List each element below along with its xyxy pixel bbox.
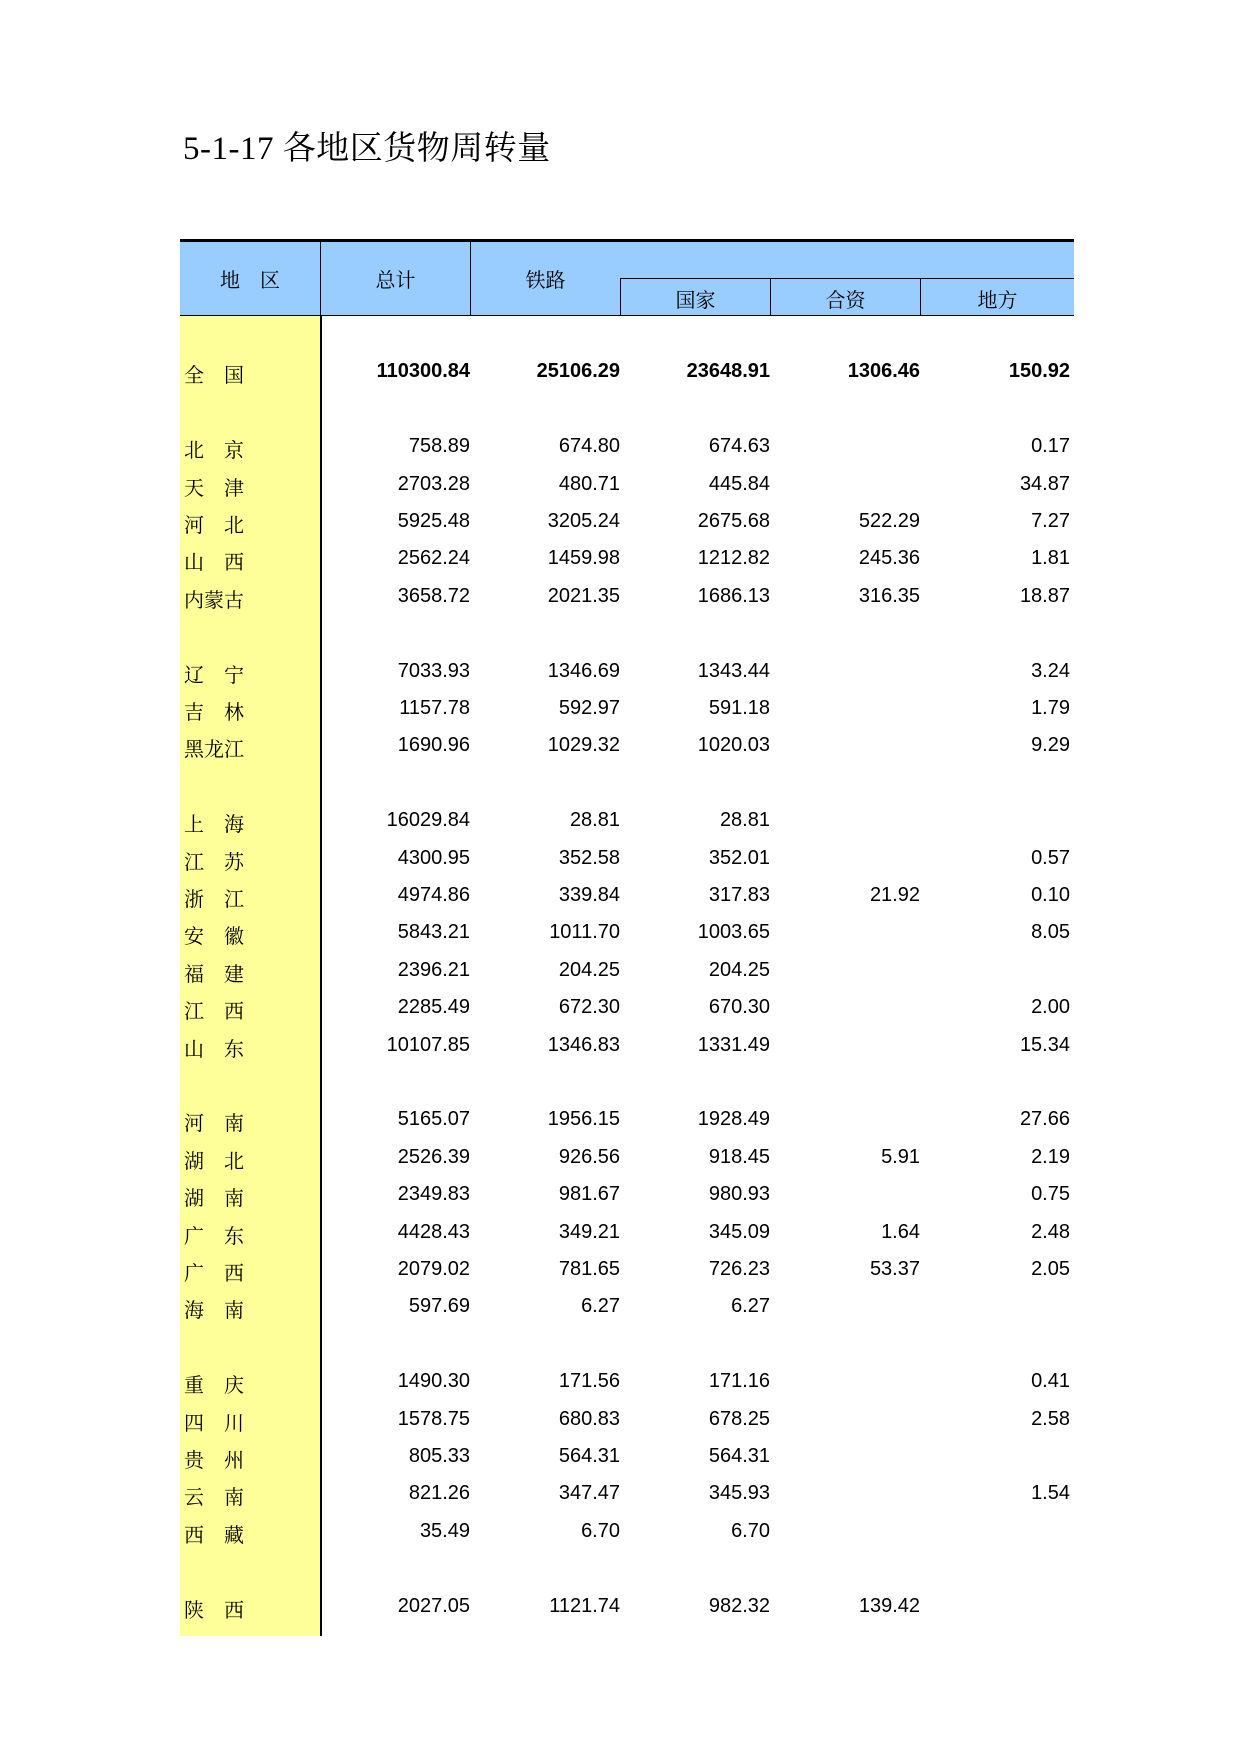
cell-local: 0.17: [1031, 435, 1070, 458]
page-title: 5-1-17 各地区货物周转量: [183, 131, 551, 167]
cell-rail: 564.31: [558, 1445, 620, 1467]
cell-total: 2349.83: [397, 1183, 470, 1206]
cell-joint: 522.29: [858, 510, 920, 532]
cell-joint: 21.92: [869, 884, 920, 906]
cell-state: 1020.03: [697, 734, 770, 757]
cell-state: 1928.49: [697, 1108, 770, 1131]
cell-rail: 171.56: [558, 1370, 620, 1393]
cell-local: 9.29: [1031, 734, 1070, 757]
region-name: 四 川: [184, 1410, 244, 1435]
cell-local: 8.05: [1031, 921, 1070, 944]
cell-state: 1343.44: [697, 659, 770, 682]
table-row: [180, 428, 1074, 465]
region-name: 吉 林: [184, 700, 244, 724]
table-row: [180, 1101, 1074, 1138]
cell-total: 7033.93: [397, 659, 470, 682]
cell-rail: 1459.98: [547, 547, 620, 570]
cell-rail: 25106.29: [536, 360, 620, 383]
cell-state: 2675.68: [697, 510, 770, 532]
table-row: [180, 1027, 1074, 1064]
cell-total: 4974.86: [397, 884, 470, 906]
cell-rail: 1956.15: [547, 1108, 620, 1131]
cell-rail: 926.56: [558, 1145, 620, 1168]
cell-state: 352.01: [708, 846, 770, 869]
cell-total: 2396.21: [397, 958, 470, 981]
table-header: [180, 239, 1074, 316]
region-name: 陕 西: [184, 1597, 244, 1622]
cell-total: 2079.02: [397, 1258, 470, 1280]
cell-state: 726.23: [708, 1258, 770, 1280]
cell-rail: 6.27: [581, 1295, 620, 1318]
cell-total: 597.69: [408, 1295, 470, 1318]
cell-local: 2.58: [1031, 1407, 1070, 1430]
cell-total: 16029.84: [386, 809, 470, 832]
cell-rail: 1346.83: [547, 1033, 620, 1056]
table-row: [180, 1288, 1074, 1325]
cell-state: 23648.91: [686, 360, 770, 383]
table-row: [180, 1139, 1074, 1176]
table-row: [180, 690, 1074, 727]
cell-local: 150.92: [1008, 360, 1070, 383]
cell-state: 982.32: [708, 1594, 770, 1617]
region-name: 河 北: [184, 513, 244, 537]
cell-rail: 347.47: [558, 1482, 620, 1505]
table-row: [180, 1401, 1074, 1438]
region-name: 江 苏: [184, 849, 244, 874]
header-total: 总计: [375, 268, 416, 292]
table-row: [180, 1363, 1074, 1400]
cell-local: 2.48: [1031, 1220, 1070, 1243]
table-row: [180, 1438, 1074, 1475]
region-name: 安 徽: [184, 924, 244, 949]
cell-joint: 139.42: [858, 1594, 920, 1617]
cell-rail: 1346.69: [547, 659, 620, 682]
cell-rail: 1029.32: [547, 734, 620, 757]
region-name: 上 海: [184, 812, 244, 837]
cell-local: 2.19: [1031, 1145, 1070, 1168]
cell-state: 317.83: [708, 884, 770, 906]
cell-state: 6.70: [731, 1519, 770, 1542]
region-name: 广 西: [184, 1261, 244, 1285]
cell-rail: 480.71: [558, 472, 620, 495]
header-local: 地方: [977, 288, 1018, 312]
table-row: [180, 653, 1074, 690]
cell-total: 2027.05: [397, 1594, 470, 1617]
cell-state: 674.63: [708, 435, 770, 458]
cell-total: 821.26: [408, 1482, 470, 1505]
cell-total: 5925.48: [397, 510, 470, 532]
table-row: [180, 989, 1074, 1026]
table-row: [180, 578, 1074, 615]
cell-joint: 5.91: [881, 1145, 920, 1168]
region-name: 广 东: [184, 1223, 244, 1248]
region-name: 海 南: [184, 1298, 244, 1323]
cell-local: 3.24: [1031, 659, 1070, 682]
region-name: 贵 州: [184, 1448, 244, 1472]
region-name: 浙 江: [184, 887, 244, 911]
freight-table: [180, 239, 1074, 1622]
region-name: 重 庆: [184, 1373, 244, 1398]
cell-rail: 674.80: [558, 435, 620, 458]
header-railway: 铁路: [525, 267, 566, 292]
cell-local: 34.87: [1019, 472, 1070, 495]
cell-total: 2285.49: [397, 996, 470, 1019]
table-row: [180, 840, 1074, 877]
cell-state: 678.25: [708, 1407, 770, 1430]
cell-local: 0.10: [1031, 884, 1070, 906]
cell-rail: 3205.24: [547, 510, 620, 532]
cell-state: 1003.65: [697, 921, 770, 944]
cell-rail: 204.25: [558, 958, 620, 981]
cell-local: 27.66: [1019, 1108, 1070, 1131]
cell-state: 564.31: [708, 1445, 770, 1467]
cell-local: 18.87: [1019, 584, 1070, 607]
cell-state: 345.93: [708, 1482, 770, 1505]
region-name: 北 京: [184, 438, 244, 463]
cell-state: 28.81: [719, 809, 770, 832]
table-row: [180, 1588, 1074, 1625]
cell-total: 2703.28: [397, 472, 470, 495]
header-region: 地 区: [220, 268, 280, 292]
table-row: [180, 1513, 1074, 1550]
cell-joint: 1.64: [881, 1220, 920, 1243]
cell-total: 110300.84: [376, 360, 470, 383]
table-row: [180, 727, 1074, 764]
cell-rail: 680.83: [558, 1407, 620, 1430]
cell-state: 1212.82: [697, 547, 770, 570]
cell-local: 2.05: [1031, 1258, 1070, 1280]
cell-total: 4428.43: [397, 1220, 470, 1243]
cell-rail: 672.30: [558, 996, 620, 1019]
cell-local: 0.41: [1031, 1370, 1070, 1393]
cell-state: 670.30: [708, 996, 770, 1019]
cell-state: 591.18: [708, 697, 770, 719]
region-name: 全 国: [184, 363, 244, 388]
cell-rail: 1011.70: [549, 921, 620, 944]
cell-rail: 1121.74: [549, 1594, 620, 1617]
cell-total: 2562.24: [397, 547, 470, 570]
cell-joint: 1306.46: [847, 360, 920, 383]
cell-total: 10107.85: [386, 1033, 470, 1056]
header-joint: 合资: [825, 288, 866, 312]
region-name: 江 西: [184, 999, 244, 1024]
table-row: [180, 952, 1074, 989]
table-row: [180, 466, 1074, 503]
table-row: [180, 353, 1074, 390]
cell-total: 5843.21: [397, 921, 470, 944]
cell-joint: 316.35: [858, 584, 920, 607]
cell-local: 1.54: [1031, 1482, 1070, 1505]
cell-joint: 245.36: [858, 547, 920, 570]
region-name: 天 津: [184, 475, 244, 500]
cell-local: 1.81: [1031, 547, 1070, 570]
region-name: 河 南: [184, 1111, 244, 1136]
cell-local: 2.00: [1031, 996, 1070, 1019]
cell-rail: 352.58: [558, 846, 620, 869]
cell-state: 445.84: [708, 472, 770, 495]
cell-state: 980.93: [708, 1183, 770, 1206]
table-row: [180, 877, 1074, 914]
cell-total: 758.89: [408, 435, 470, 458]
region-name: 湖 南: [184, 1186, 244, 1211]
region-name: 内蒙古: [184, 587, 244, 612]
cell-state: 171.16: [708, 1370, 770, 1393]
cell-rail: 592.97: [558, 697, 620, 719]
cell-total: 805.33: [408, 1445, 470, 1467]
region-name: 山 东: [184, 1036, 244, 1061]
region-name: 辽 宁: [184, 662, 244, 687]
region-name: 黑龙江: [184, 737, 244, 762]
cell-rail: 28.81: [569, 809, 620, 832]
table-row: [180, 1475, 1074, 1512]
cell-state: 918.45: [708, 1145, 770, 1168]
cell-joint: 53.37: [869, 1258, 920, 1280]
table-row: [180, 914, 1074, 951]
table-row: [180, 1214, 1074, 1251]
cell-local: 15.34: [1019, 1033, 1070, 1056]
cell-total: 1157.78: [399, 697, 470, 719]
cell-rail: 981.67: [558, 1183, 620, 1206]
cell-total: 4300.95: [397, 846, 470, 869]
region-name: 云 南: [184, 1485, 244, 1510]
cell-state: 345.09: [708, 1220, 770, 1243]
region-name: 福 建: [184, 961, 244, 986]
cell-local: 7.27: [1031, 510, 1070, 532]
table-row: [180, 540, 1074, 577]
cell-rail: 781.65: [558, 1258, 620, 1280]
cell-rail: 6.70: [581, 1519, 620, 1542]
cell-state: 204.25: [708, 958, 770, 981]
cell-state: 1686.13: [697, 584, 770, 607]
cell-state: 1331.49: [697, 1033, 770, 1056]
cell-local: 0.57: [1031, 846, 1070, 869]
cell-local: 0.75: [1031, 1183, 1070, 1206]
cell-total: 5165.07: [397, 1108, 470, 1131]
cell-total: 1690.96: [397, 734, 470, 757]
region-name: 湖 北: [184, 1148, 244, 1173]
cell-rail: 339.84: [558, 884, 620, 906]
cell-total: 1490.30: [397, 1370, 470, 1393]
cell-rail: 2021.35: [547, 584, 620, 607]
header-state: 国家: [675, 288, 716, 312]
table-row: [180, 503, 1074, 540]
cell-rail: 349.21: [558, 1220, 620, 1243]
table-row: [180, 802, 1074, 839]
table-row: [180, 1176, 1074, 1213]
region-name: 西 藏: [184, 1522, 244, 1547]
cell-state: 6.27: [731, 1295, 770, 1318]
cell-total: 2526.39: [397, 1145, 470, 1168]
cell-total: 35.49: [419, 1519, 470, 1542]
cell-total: 3658.72: [397, 584, 470, 607]
cell-total: 1578.75: [397, 1407, 470, 1430]
table-row: [180, 1251, 1074, 1288]
region-name: 山 西: [184, 550, 244, 575]
cell-local: 1.79: [1031, 697, 1070, 719]
